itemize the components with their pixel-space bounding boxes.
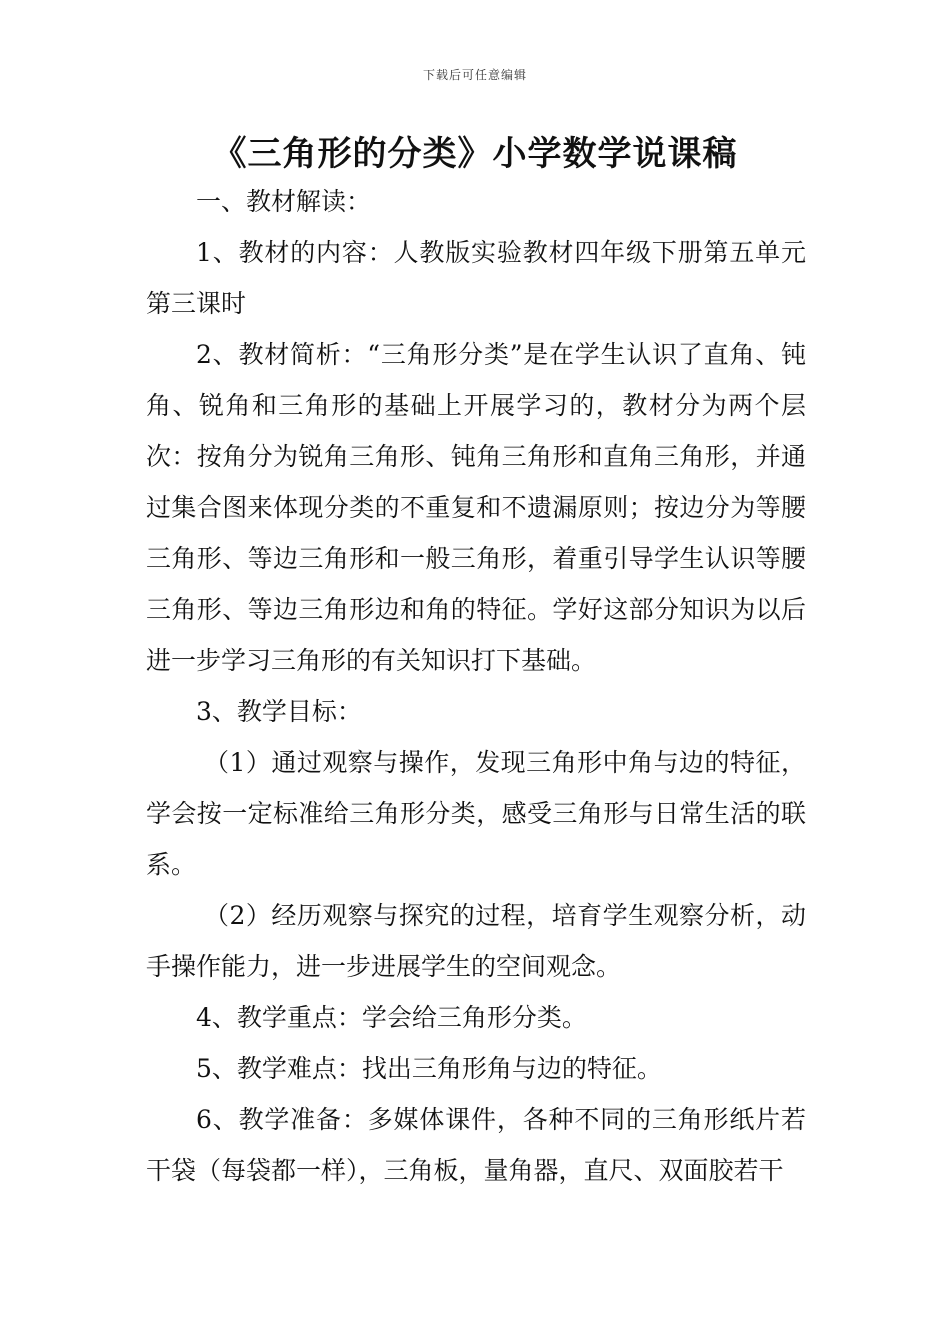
section-heading-textbook: 一、教材解读： — [196, 187, 372, 216]
paragraph-preparation: 6、教学准备：多媒体课件，各种不同的三角形纸片若干袋（每袋都一样），三角板，量角器，直尺、双面胶若干 — [146, 1105, 806, 1185]
paragraph-analysis: 2、教材简析：“三角形分类”是在学生认识了直角、钝角、锐角和三角形的基础上开展学习的，教材分为两个层次：按角分为锐角三角形、钝角三角形和直角三角形，并通过集合图来体现分类的不重复和不遗漏原则；按边分为等腰三角形、等边三角形和一般三角形，着重引导学生认识等腰三角形、等边三角形边和角的特征。学好这部分知识为以后进一步学习三角形的有关知识打下基础。 — [146, 340, 806, 675]
paragraph-goals-heading: 3、教学目标： — [196, 697, 362, 726]
page-title: 《三角形的分类》小学数学说课稿 — [212, 134, 738, 174]
paragraph-content: 1、教材的内容：人教版实验教材四年级下册第五单元第三课时 — [146, 238, 806, 318]
paragraph-key-point: 4、教学重点：学会给三角形分类。 — [196, 1003, 587, 1032]
paragraph-difficulty: 5、教学难点：找出三角形角与边的特征。 — [196, 1054, 662, 1083]
document-body — [146, 176, 806, 1196]
paragraph-goal-2: （2）经历观察与探究的过程，培育学生观察分析，动手操作能力，进一步进展学生的空间观念。 — [146, 901, 806, 981]
paragraph-goal-1: （1）通过观察与操作，发现三角形中角与边的特征，学会按一定标准给三角形分类，感受三角形与日常生活的联系。 — [146, 748, 806, 879]
header-note: 下载后可任意编辑 — [422, 68, 527, 82]
